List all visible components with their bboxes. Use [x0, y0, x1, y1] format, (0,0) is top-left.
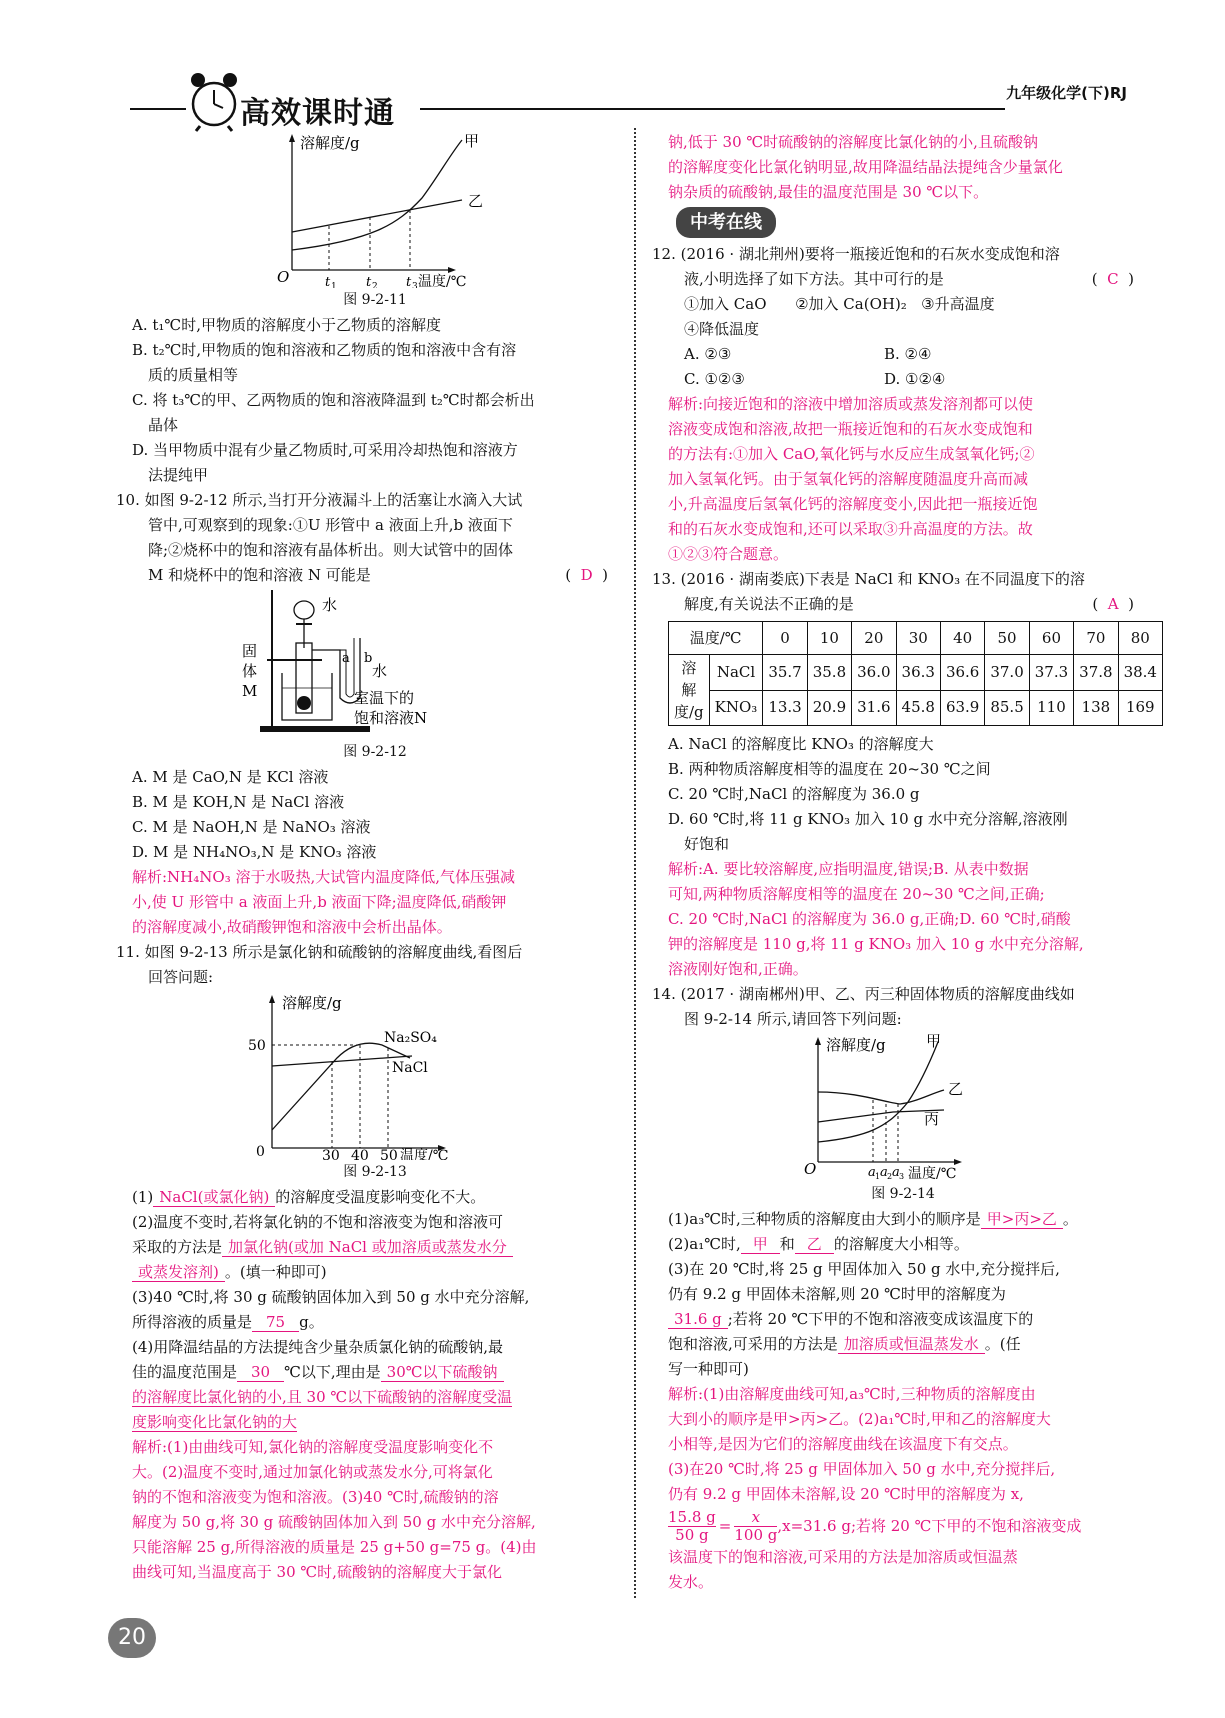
q14-part3-l4: 饱和溶液,可采用的方法是 加溶质或恒温蒸发水 。(任 [668, 1335, 1021, 1353]
q11-stem-1: 11. 如图 9-2-13 所示是氯化钠和硫酸钠的溶解度曲线,看图后 [116, 943, 523, 961]
fig14-xlabel: 温度/℃ [908, 1166, 957, 1182]
figure-9-2-13 [132, 990, 618, 1160]
svg-text:3: 3 [412, 282, 418, 288]
q12-explain-7: ①②③符合题意。 [668, 545, 789, 563]
q13-stem-2: 解度,有关说法不正确的是 ( A ) [684, 595, 1134, 613]
fig12-water-top: 水 [322, 596, 338, 614]
q14-explain-5: 仍有 9.2 g 甲固体未溶解,设 20 ℃时甲的溶解度为 x, [668, 1485, 1024, 1503]
fig12-a: a [342, 651, 350, 666]
q10-answer: D [580, 566, 593, 584]
q11-part2-l2: 采取的方法是 加氯化钠(或加 NaCl 或加溶质或蒸发水分 [132, 1235, 618, 1260]
q9-option-a: A. t₁℃时,甲物质的溶解度小于乙物质的溶解度 [132, 316, 441, 334]
brand-title: 高效课时通 [240, 96, 395, 131]
q14-part2-answer1: 甲 [741, 1235, 780, 1254]
q10-option-d: D. M 是 NH₄NO₃,N 是 KNO₃ 溶液 [132, 843, 377, 861]
q10-stem-1: 10. 如图 9-2-12 所示,当打开分液漏斗上的活塞让水滴入大试 [116, 491, 523, 509]
q13-answer: A [1107, 595, 1119, 613]
fig12-water-side: 水 [372, 662, 388, 680]
q13-explain-4: 钾的溶解度是 110 g,将 11 g KNO₃ 加入 10 g 水中充分溶解, [668, 935, 1084, 953]
q11-part1-answer: NaCl(或氯化钠) [153, 1188, 275, 1207]
q10-option-a: A. M 是 CaO,N 是 KCl 溶液 [132, 768, 329, 786]
fig14-a1: a [868, 1165, 876, 1180]
q10-explain-2: 小,使 U 形管中 a 液面上升,b 液面下降;温度降低,硝酸钾 [132, 893, 507, 911]
fig14-jia: 甲 [926, 1032, 942, 1050]
q11-explain-cont-2: 的溶解度变化比氯化钠明显,故用降温结晶法提纯含少量氯化 [668, 158, 1063, 176]
fig13-x50: 50 [380, 1148, 398, 1160]
q13-explain-2: 可知,两种物质溶解度相等的温度在 20~30 ℃之间,正确; [668, 885, 1045, 903]
fig11-yi: 乙 [468, 192, 484, 210]
fig14-ylabel: 溶解度/g [826, 1036, 886, 1054]
q14-explain-7: 发水。 [668, 1573, 714, 1591]
q11-part2-answer: 加氯化钠(或加 NaCl 或加溶质或蒸发水分 [222, 1238, 513, 1257]
fig12-saturated: 饱和溶液N [354, 709, 428, 727]
fig14-origin: O [804, 1160, 817, 1178]
fig13-x30: 30 [322, 1148, 340, 1160]
fig11-t1: t [325, 275, 331, 288]
q14-part3-l3: 31.6 g ;若将 20 ℃下甲的不饱和溶液变成该温度下的 [668, 1307, 1138, 1332]
q11-stem-2: 回答问题: [148, 968, 214, 986]
q13-explain-3: C. 20 ℃时,NaCl 的溶解度为 36.0 g,正确;D. 60 ℃时,硝酸 [668, 910, 1071, 928]
q11-part4-l2: 佳的温度范围是 30 ℃以下,理由是 30℃以下硫酸钠 [132, 1360, 618, 1385]
q12-options-ab: A. ②③ B. ②④ [684, 345, 932, 363]
fig12-b: b [364, 651, 373, 666]
q12-explain-4: 加入氢氧化钙。由于氢氧化钙的溶解度随温度升高而减 [668, 470, 1029, 488]
fig11-jia: 甲 [464, 132, 480, 150]
fig11-ylabel: 溶解度/g [300, 134, 360, 152]
q11-explain-2: 大。(2)温度不变时,通过加氯化钠或蒸发水分,可将氯化 [132, 1463, 493, 1481]
q14-part2: (2)a₁℃时, 甲 和 乙 的溶解度大小相等。 [668, 1235, 969, 1253]
fig13-origin: 0 [256, 1144, 265, 1160]
right-column [652, 130, 1157, 1595]
column-divider [634, 128, 636, 1598]
q11-part4-l3: 的溶解度比氯化钠的小,且 30 ℃以下硫酸钠的溶解度受温 [132, 1388, 513, 1406]
q14-part1-answer: 甲>丙>乙 [981, 1210, 1063, 1229]
figure-9-2-11 [132, 130, 618, 288]
q10-stem-2: 管中,可观察到的现象:①U 形管中 a 液面上升,b 液面下 [148, 516, 513, 534]
q13-option-d: D. 60 ℃时,将 11 g KNO₃ 加入 10 g 水中充分溶解,溶液刚 [668, 810, 1068, 828]
q12-explain-1: 解析:向接近饱和的溶液中增加溶质或蒸发溶剂都可以使 [668, 395, 1034, 413]
fig11-origin: O [277, 268, 290, 286]
section-banner: 中考在线 [676, 207, 776, 238]
svg-text:1: 1 [875, 1172, 881, 1181]
q12-options-cd: C. ①②③ D. ①②④ [684, 370, 946, 388]
q14-explain-3: 小相等,是因为它们的溶解度曲线在该温度下有交点。 [668, 1435, 1018, 1453]
alarm-clock-logo [186, 68, 242, 132]
q11-part3-l2: 所得溶液的质量是 75 g。 [132, 1313, 324, 1331]
q12-explain-6: 和的石灰水变成饱和,还可以采取③升高温度的方法。故 [668, 520, 1033, 538]
q14-part2-answer2: 乙 [795, 1235, 834, 1254]
solubility-table [668, 621, 1163, 726]
q11-explain-5: 只能溶解 25 g,所得溶液的质量是 25 g+50 g=75 g。(4)由 [132, 1538, 537, 1556]
q12-stem-1: 12. (2016 · 湖北荆州)要将一瓶接近饱和的石灰水变成饱和溶 [652, 245, 1060, 263]
subject-label: 九年级化学(下)RJ [1006, 84, 1127, 102]
q10-option-b: B. M 是 KOH,N 是 NaCl 溶液 [132, 793, 345, 811]
svg-text:2: 2 [372, 282, 378, 288]
fig14-caption: 图 9-2-14 [871, 1186, 935, 1202]
q12-stem-2: 液,小明选择了如下方法。其中可行的是 ( C ) [684, 270, 1134, 288]
q14-stem-1: 14. (2017 · 湖南郴州)甲、乙、丙三种固体物质的溶解度曲线如 [652, 985, 1075, 1003]
q12-explain-5: 小,升高温度后氢氧化钙的溶解度变小,因此把一瓶接近饱 [668, 495, 1038, 513]
q9-option-c: C. 将 t₃℃的甲、乙两物质的饱和溶液降温到 t₂℃时都会析出 [132, 391, 535, 409]
fig11-caption: 图 9-2-11 [343, 292, 407, 308]
q11-part4-l4: 度影响变化比氯化钠的大 [132, 1413, 298, 1431]
q11-explain-3: 钠的不饱和溶液变为饱和溶液。(3)40 ℃时,硫酸钠的溶 [132, 1488, 499, 1506]
q11-part4-answer1: 30 [237, 1363, 284, 1382]
q14-part1: (1)a₃℃时,三种物质的溶解度由大到小的顺序是 甲>丙>乙 。 [668, 1210, 1078, 1228]
figure-9-2-14 [668, 1032, 1138, 1182]
fig12-room-temp: 室温下的 [354, 689, 415, 707]
q9-option-d-cont: 法提纯甲 [148, 466, 209, 484]
fig13-caption: 图 9-2-13 [343, 1164, 407, 1180]
header-rule-right [420, 108, 1005, 110]
q9-option-c-cont: 晶体 [148, 416, 179, 434]
solubility-chart-three [668, 1032, 1138, 1182]
q11-part4-l1: (4)用降温结晶的方法提纯含少量杂质氯化钠的硫酸钠,最 [132, 1338, 504, 1356]
fig13-xlabel: 温度/℃ [400, 1148, 449, 1160]
q12-explain-3: 的方法有:①加入 CaO,氧化钙与水反应生成氢氧化钙;② [668, 445, 1035, 463]
q10-explain-1: 解析:NH₄NO₃ 溶于水吸热,大试管内温度降低,气体压强减 [132, 868, 516, 886]
q14-part3-l2: 仍有 9.2 g 甲固体未溶解,则 20 ℃时甲的溶解度为 [668, 1285, 1006, 1303]
q9-option-b-cont: 质的质量相等 [148, 366, 239, 384]
q14-explain-6: 该温度下的饱和溶液,可采用的方法是加溶质或恒温蒸 [668, 1548, 1018, 1566]
table-header-row: 温度/℃ 0 10 20 30 40 50 60 70 80 [669, 622, 1163, 655]
q13-option-a: A. NaCl 的溶解度比 KNO₃ 的溶解度大 [668, 735, 934, 753]
svg-text:3: 3 [899, 1172, 905, 1181]
fig13-ylabel: 溶解度/g [282, 994, 342, 1012]
q9-option-b: B. t₂℃时,甲物质的饱和溶液和乙物质的饱和溶液中含有溶 [132, 341, 517, 359]
q11-explain-4: 解度为 50 g,将 30 g 硫酸钠固体加入到 50 g 水中充分溶解, [132, 1513, 536, 1531]
left-column [116, 130, 618, 1585]
q12-methods-1: ①加入 CaO ②加入 Ca(OH)₂ ③升高温度 [684, 295, 995, 313]
q13-explain-5: 溶液刚好饱和,正确。 [668, 960, 808, 978]
fig13-x40: 40 [351, 1148, 369, 1160]
q11-part2-l1: (2)温度不变时,若将氯化钠的不饱和溶液变为饱和溶液可 [132, 1213, 504, 1231]
q11-part1: (1) NaCl(或氯化钠) 的溶解度受温度影响变化不大。 [132, 1188, 486, 1206]
figure-9-2-12 [132, 588, 618, 740]
page-number: 20 [108, 1618, 156, 1658]
fig14-bing: 丙 [924, 1110, 940, 1128]
fig12-m: M [242, 682, 258, 700]
svg-text:1: 1 [331, 282, 337, 288]
fig11-t3: t [406, 275, 412, 288]
q14-explain-4: (3)在20 ℃时,将 25 g 甲固体加入 50 g 水中,充分搅拌后, [668, 1460, 1056, 1478]
q14-fraction-line: $\frac{15.8 g}{50 g}$ = $\frac{x}{100 g}$ ,x=31.6 g;若将 20 ℃下甲的不饱和溶液变成 [668, 1507, 1082, 1544]
q14-part3-answer: 31.6 g [668, 1310, 728, 1329]
q11-explain-cont-1: 钠,低于 30 ℃时硫酸钠的溶解度比氯化钠的小,且硫酸钠 [668, 133, 1038, 151]
q11-part3-answer: 75 [252, 1313, 299, 1332]
fig14-a2: a [880, 1165, 888, 1180]
q10-stem-3: 降;②烧杯中的饱和溶液有晶体析出。则大试管中的固体 [148, 541, 514, 559]
q14-stem-2: 图 9-2-14 所示,请回答下列问题: [684, 1010, 902, 1028]
solubility-chart-jia-yi [132, 130, 618, 288]
q13-option-c: C. 20 ℃时,NaCl 的溶解度为 36.0 g [668, 785, 920, 803]
q14-explain-1: 解析:(1)由溶解度曲线可知,a₃℃时,三种物质的溶解度由 [668, 1385, 1036, 1403]
q13-option-b: B. 两种物质溶解度相等的温度在 20~30 ℃之间 [668, 760, 991, 778]
q13-stem-1: 13. (2016 · 湖南娄底)下表是 NaCl 和 KNO₃ 在不同温度下的溶 [652, 570, 1085, 588]
q11-part4-answer2: 30℃以下硫酸钠 [381, 1363, 504, 1382]
table-row-nacl: 溶解 度/g NaCl 35.7 35.8 36.0 36.3 36.6 37.0 37.3 37.8 38.4 [669, 655, 1163, 691]
solubility-chart-nacl-na2so4 [132, 990, 618, 1160]
fig12-caption: 图 9-2-12 [343, 744, 407, 760]
fig14-yi: 乙 [948, 1080, 964, 1098]
q12-explain-2: 溶液变成饱和溶液,故把一瓶接近饱和的石灰水变成饱和 [668, 420, 1033, 438]
fig13-y50: 50 [248, 1038, 266, 1054]
q12-methods-2: ④降低温度 [684, 320, 760, 338]
q11-part2-l3: 或蒸发溶剂) 。(填一种即可) [132, 1260, 618, 1285]
q11-explain-cont-3: 钠杂质的硫酸钠,最佳的温度范围是 30 ℃以下。 [668, 183, 989, 201]
q11-explain-6: 曲线可知,当温度高于 30 ℃时,硫酸钠的溶解度大于氯化 [132, 1563, 502, 1581]
q14-part3-l1: (3)在 20 ℃时,将 25 g 甲固体加入 50 g 水中,充分搅拌后, [668, 1260, 1060, 1278]
q14-explain-2: 大到小的顺序是甲>丙>乙。(2)a₁℃时,甲和乙的溶解度大 [668, 1410, 1051, 1428]
q14-part3-answer2: 加溶质或恒温蒸发水 [838, 1335, 985, 1354]
fig13-nacl: NaCl [392, 1060, 428, 1076]
q13-option-d-cont: 好饱和 [684, 835, 730, 853]
fig14-a3: a [892, 1165, 900, 1180]
fig11-t2: t [366, 275, 372, 288]
q10-explain-3: 的溶解度减小,故硝酸钾饱和溶液中会析出晶体。 [132, 918, 452, 936]
fig12-body: 体 [242, 662, 258, 680]
table-row-kno3: KNO₃ 13.3 20.9 31.6 45.8 63.9 85.5 110 138 169 [669, 690, 1163, 726]
q11-part3-l1: (3)40 ℃时,将 30 g 硫酸钠固体加入到 50 g 水中充分溶解, [132, 1288, 530, 1306]
q14-part3-l5: 写一种即可) [668, 1360, 749, 1378]
q9-option-d: D. 当甲物质中混有少量乙物质时,可采用冷却热饱和溶液方 [132, 441, 518, 459]
q11-explain-1: 解析:(1)由曲线可知,氯化钠的溶解度受温度影响变化不 [132, 1438, 494, 1456]
svg-text:2: 2 [887, 1172, 893, 1181]
fig12-solid: 固 [242, 642, 258, 660]
q10-option-c: C. M 是 NaOH,N 是 NaNO₃ 溶液 [132, 818, 371, 836]
header-rule-left [130, 108, 186, 110]
fig11-xlabel: 温度/℃ [418, 274, 467, 288]
q10-stem-4: M 和烧杯中的饱和溶液 N 可能是 ( D ) [148, 566, 608, 584]
q13-explain-1: 解析:A. 要比较溶解度,应指明温度,错误;B. 从表中数据 [668, 860, 1029, 878]
apparatus-diagram [132, 588, 618, 740]
q12-answer: C [1107, 270, 1119, 288]
fig13-na2so4: Na₂SO₄ [384, 1030, 437, 1046]
